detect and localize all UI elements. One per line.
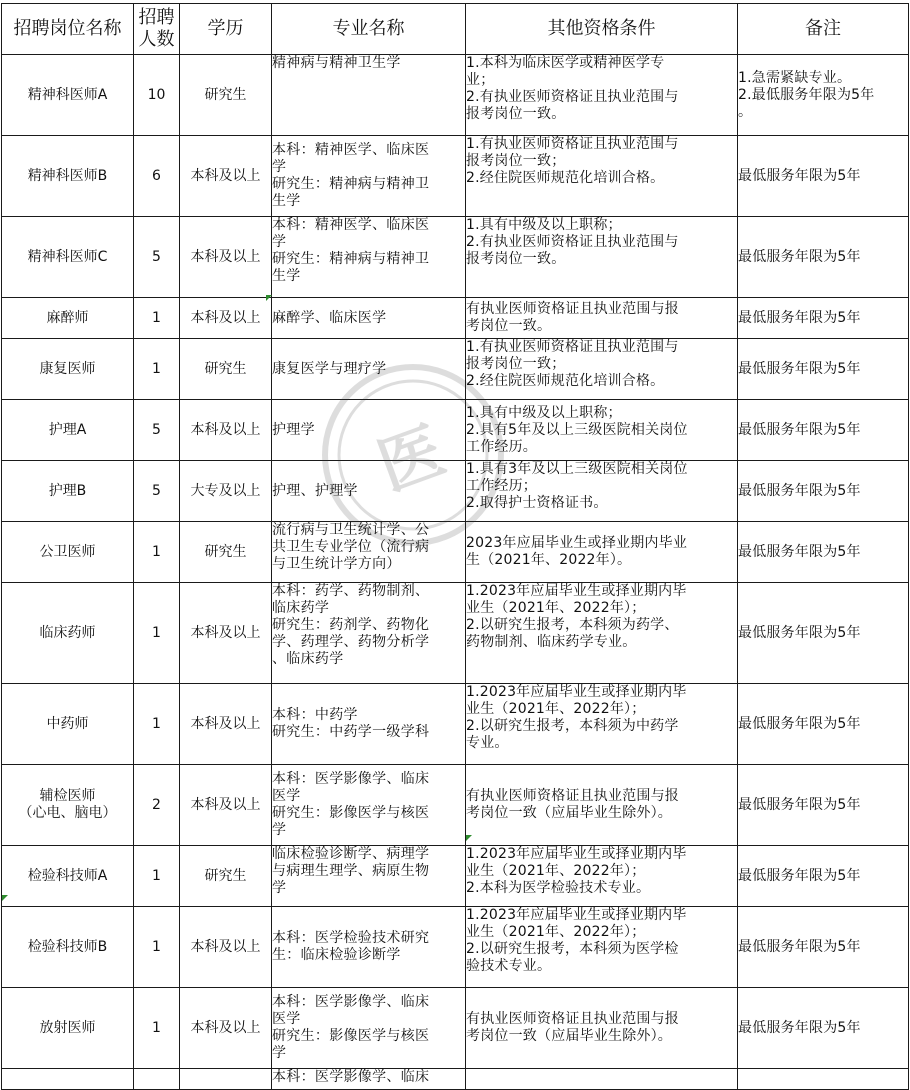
conditions-line: 2.本科为医学检验技术专业。 — [466, 880, 651, 896]
count-cell: 6 — [134, 136, 180, 217]
conditions-line: 2.以研究生报考，本科须为中药学 — [466, 718, 679, 734]
major-cell — [272, 1069, 466, 1090]
major-line: 本科：医学影像学、临床 — [272, 1069, 430, 1085]
major-cell — [272, 298, 466, 339]
conditions-line: 报考岗位一致； — [466, 153, 566, 169]
position-line: 放射医师 — [39, 1019, 96, 1036]
major-line: 共卫生专业学位（流行病 — [272, 539, 430, 555]
position-cell — [2, 846, 134, 907]
major-line: 学、药理学、药物分析学 — [272, 634, 430, 650]
notes-cell — [738, 55, 909, 136]
major-line: 生学 — [272, 268, 301, 284]
conditions-line: 考岗位一致。 — [466, 318, 552, 334]
notes-line: 1.急需紧缺专业。 — [738, 69, 852, 86]
position-cell — [2, 339, 134, 400]
major-line: 临床药学 — [272, 600, 330, 616]
table-row — [2, 461, 909, 522]
conditions-line: 2.有执业医师资格证且执业范围与 — [466, 89, 679, 105]
major-line: 生：临床检验诊断学 — [272, 947, 401, 963]
table-row — [2, 684, 909, 765]
conditions-line: 2.以研究生报考，本科须为医学检 — [466, 941, 679, 957]
position-line: （心电、脑电） — [18, 805, 117, 821]
conditions-line: 1.2023年应届毕业生或择业期内毕 — [466, 846, 687, 862]
notes-cell — [738, 1069, 909, 1090]
notes-cell — [738, 684, 909, 765]
notes-line: 最低服务年限为5年 — [738, 309, 861, 326]
table-body — [2, 55, 909, 1090]
major-line: 本科：精神医学、临床医 — [272, 217, 430, 233]
position-line: 麻醉师 — [46, 309, 89, 326]
conditions-line: 业生（2021年、2022年）； — [466, 863, 646, 879]
header-conditions: 其他资格条件 — [466, 4, 738, 55]
notes-cell — [738, 400, 909, 461]
count-cell: 10 — [134, 55, 180, 136]
major-line: 研究生：药剂学、药物化 — [272, 617, 430, 633]
conditions-cell — [466, 339, 738, 400]
major-line: 本科：药学、药物制剂、 — [272, 583, 430, 599]
count-cell: 1 — [134, 684, 180, 765]
major-cell — [272, 765, 466, 846]
conditions-cell — [466, 217, 738, 298]
count-cell: 5 — [134, 400, 180, 461]
position-line: 辅检医师 — [39, 788, 96, 804]
table-row — [2, 522, 909, 583]
table-row — [2, 907, 909, 988]
major-line: 本科：精神医学、临床医 — [272, 142, 430, 158]
conditions-line: 1.具有中级及以上职称； — [466, 404, 622, 421]
notes-cell — [738, 765, 909, 846]
position-cell — [2, 988, 134, 1069]
table-row — [2, 136, 909, 217]
notes-line: 最低服务年限为5年 — [738, 167, 861, 184]
notes-line: 最低服务年限为5年 — [738, 248, 861, 265]
conditions-line: 业生（2021年、2022年）； — [466, 600, 646, 616]
major-line: 本科：医学影像学、临床 — [272, 994, 430, 1010]
major-line: 研究生：中药学一级学科 — [272, 724, 430, 740]
notes-line: 最低服务年限为5年 — [738, 360, 861, 377]
position-line: 精神科医师B — [27, 167, 108, 184]
position-cell — [2, 684, 134, 765]
major-cell — [272, 846, 466, 907]
major-line: 研究生：影像医学与核医 — [272, 805, 430, 821]
major-cell — [272, 522, 466, 583]
header-notes: 备注 — [738, 4, 909, 55]
major-cell — [272, 136, 466, 217]
position-line: 中药师 — [46, 715, 89, 732]
cell-marker-icon — [2, 895, 8, 901]
position-line: 检验科技师A — [27, 867, 108, 884]
major-line: 与卫生统计学方向） — [272, 556, 401, 572]
education-cell: 本科及以上 — [180, 136, 272, 217]
major-line: 生学 — [272, 193, 301, 209]
conditions-cell — [466, 136, 738, 217]
major-cell — [272, 55, 466, 136]
major-line: 学 — [272, 159, 287, 175]
count-cell — [134, 1069, 180, 1090]
conditions-line: 2.有执业医师资格证且执业范围与 — [466, 234, 679, 250]
education-cell: 本科及以上 — [180, 400, 272, 461]
conditions-line: 1.有执业医师资格证且执业范围与 — [466, 136, 679, 152]
count-cell: 1 — [134, 907, 180, 988]
conditions-line: 1.具有3年及以上三级医院相关岗位 — [466, 461, 688, 477]
count-cell: 1 — [134, 988, 180, 1069]
position-line: 公卫医师 — [39, 543, 96, 560]
conditions-line: 2.以研究生报考，本科须为药学、 — [466, 617, 679, 633]
conditions-cell — [466, 1069, 738, 1090]
major-line: 本科：中药学 — [272, 707, 358, 723]
notes-line: 最低服务年限为5年 — [738, 543, 861, 560]
major-cell — [272, 339, 466, 400]
conditions-cell — [466, 988, 738, 1069]
education-cell: 本科及以上 — [180, 298, 272, 339]
conditions-line: 业生（2021年、2022年）； — [466, 924, 646, 940]
notes-line: 最低服务年限为5年 — [738, 421, 861, 438]
notes-line: 最低服务年限为5年 — [738, 624, 861, 641]
major-cell — [272, 684, 466, 765]
conditions-cell — [466, 907, 738, 988]
conditions-line: 业生（2021年、2022年）； — [466, 701, 646, 717]
notes-line: 最低服务年限为5年 — [738, 1019, 861, 1036]
major-cell — [272, 400, 466, 461]
conditions-cell — [466, 298, 738, 339]
conditions-line: 2.经住院医师规范化培训合格。 — [466, 373, 665, 389]
major-line: 本科：医学检验技术研究 — [272, 930, 430, 946]
table-row — [2, 846, 909, 907]
conditions-line: 考岗位一致（应届毕业生除外）。 — [466, 1028, 672, 1044]
major-line: 精神病与精神卫生学 — [272, 55, 401, 71]
count-cell: 5 — [134, 217, 180, 298]
conditions-line: 1.2023年应届毕业生或择业期内毕 — [466, 907, 687, 923]
major-line: 研究生：影像医学与核医 — [272, 1028, 430, 1044]
conditions-line: 报考岗位一致； — [466, 356, 566, 372]
education-cell: 研究生 — [180, 339, 272, 400]
major-cell — [272, 461, 466, 522]
conditions-line: 2023年应届毕业生或择业期内毕业 — [466, 535, 688, 551]
conditions-cell — [466, 400, 738, 461]
position-cell — [2, 1069, 134, 1090]
notes-cell — [738, 136, 909, 217]
conditions-cell — [466, 522, 738, 583]
position-cell — [2, 583, 134, 684]
position-line: 护理B — [48, 482, 87, 499]
major-line: 、临床药学 — [272, 651, 344, 667]
conditions-line: 报考岗位一致。 — [466, 251, 566, 267]
education-cell: 研究生 — [180, 846, 272, 907]
position-line: 精神科医师A — [27, 86, 108, 103]
position-cell — [2, 136, 134, 217]
table-row — [2, 1069, 909, 1090]
major-line: 护理学 — [272, 421, 315, 438]
major-line: 学 — [272, 880, 287, 896]
major-line: 本科：医学影像学、临床 — [272, 771, 430, 787]
education-cell — [180, 1069, 272, 1090]
position-line: 临床药师 — [39, 624, 96, 641]
notes-cell — [738, 461, 909, 522]
major-line: 研究生：精神病与精神卫 — [272, 176, 430, 192]
header-count-line1: 招聘 — [138, 7, 175, 28]
education-cell: 本科及以上 — [180, 988, 272, 1069]
conditions-line: 药物制剂、临床药学专业。 — [466, 634, 637, 650]
major-line: 流行病与卫生统计学、公 — [272, 522, 430, 538]
position-cell — [2, 522, 134, 583]
notes-cell — [738, 339, 909, 400]
count-cell: 5 — [134, 461, 180, 522]
position-cell — [2, 217, 134, 298]
table-row — [2, 400, 909, 461]
table-row — [2, 339, 909, 400]
conditions-line: 专业。 — [466, 735, 509, 751]
major-line: 研究生：精神病与精神卫 — [272, 251, 430, 267]
education-cell: 研究生 — [180, 55, 272, 136]
major-line: 与病理生理学、病原生物 — [272, 863, 430, 879]
notes-line: 最低服务年限为5年 — [738, 938, 861, 955]
notes-cell — [738, 522, 909, 583]
conditions-cell — [466, 765, 738, 846]
education-cell: 本科及以上 — [180, 217, 272, 298]
notes-line: 最低服务年限为5年 — [738, 715, 861, 732]
table-header-row — [2, 4, 909, 55]
notes-cell — [738, 907, 909, 988]
conditions-line: 工作经历； — [466, 478, 537, 494]
svg-text:医: 医 — [368, 414, 455, 506]
position-cell — [2, 765, 134, 846]
position-cell — [2, 461, 134, 522]
conditions-line: 验技术专业。 — [466, 958, 552, 974]
notes-line: 最低服务年限为5年 — [738, 796, 861, 813]
cell-marker-icon — [466, 835, 472, 841]
notes-line: 。 — [738, 103, 753, 120]
table-row — [2, 217, 909, 298]
conditions-line: 1.具有中级及以上职称； — [466, 217, 622, 233]
table-row — [2, 988, 909, 1069]
education-cell: 大专及以上 — [180, 461, 272, 522]
count-cell: 1 — [134, 522, 180, 583]
position-cell — [2, 55, 134, 136]
conditions-line: 报考岗位一致。 — [466, 106, 566, 122]
conditions-line: 工作经历。 — [466, 438, 537, 455]
conditions-line: 1.本科为临床医学或精神医学专 — [466, 55, 665, 71]
major-cell — [272, 583, 466, 684]
notes-cell — [738, 583, 909, 684]
conditions-cell — [466, 846, 738, 907]
major-line: 医学 — [272, 788, 301, 804]
header-major: 专业名称 — [272, 4, 466, 55]
notes-cell — [738, 217, 909, 298]
major-cell — [272, 988, 466, 1069]
major-line: 麻醉学、临床医学 — [272, 309, 387, 326]
table-row — [2, 298, 909, 339]
count-cell: 1 — [134, 583, 180, 684]
count-cell: 1 — [134, 298, 180, 339]
conditions-line: 1.2023年应届毕业生或择业期内毕 — [466, 684, 687, 700]
education-cell: 研究生 — [180, 522, 272, 583]
conditions-line: 有执业医师资格证且执业范围与报 — [466, 301, 679, 317]
position-cell — [2, 298, 134, 339]
conditions-line: 有执业医师资格证且执业范围与报 — [466, 1011, 679, 1027]
conditions-line: 1.2023年应届毕业生或择业期内毕 — [466, 583, 687, 599]
major-line: 护理、护理学 — [272, 482, 358, 499]
conditions-cell — [466, 583, 738, 684]
notes-cell — [738, 988, 909, 1069]
position-cell — [2, 400, 134, 461]
table-row — [2, 583, 909, 684]
education-cell: 本科及以上 — [180, 765, 272, 846]
count-cell: 1 — [134, 846, 180, 907]
conditions-line: 1.有执业医师资格证且执业范围与 — [466, 339, 679, 355]
header-count — [134, 4, 180, 55]
conditions-cell — [466, 55, 738, 136]
position-cell — [2, 907, 134, 988]
conditions-cell — [466, 461, 738, 522]
major-line: 康复医学与理疗学 — [272, 360, 387, 377]
count-cell: 2 — [134, 765, 180, 846]
conditions-cell — [466, 684, 738, 765]
conditions-line: 2.具有5年及以上三级医院相关岗位 — [466, 421, 688, 438]
notes-line: 最低服务年限为5年 — [738, 482, 861, 499]
conditions-line: 生（2021年、2022年）。 — [466, 552, 632, 568]
conditions-line: 业； — [466, 72, 495, 88]
header-count-line2: 人数 — [138, 29, 175, 50]
position-line: 精神科医师C — [27, 248, 108, 265]
major-cell — [272, 217, 466, 298]
notes-line: 2.最低服务年限为5年 — [738, 86, 875, 103]
notes-cell — [738, 298, 909, 339]
position-line: 护理A — [48, 421, 87, 438]
count-cell: 1 — [134, 339, 180, 400]
cell-marker-icon — [266, 295, 272, 301]
table-row — [2, 55, 909, 136]
major-line: 临床检验诊断学、病理学 — [272, 846, 430, 862]
conditions-line: 有执业医师资格证且执业范围与报 — [466, 788, 679, 804]
major-line: 学 — [272, 822, 287, 838]
education-cell: 本科及以上 — [180, 583, 272, 684]
major-line: 学 — [272, 234, 287, 250]
conditions-line: 2.取得护士资格证书。 — [466, 495, 608, 511]
conditions-line: 2.经住院医师规范化培训合格。 — [466, 170, 665, 186]
major-line: 学 — [272, 1045, 287, 1061]
header-position: 招聘岗位名称 — [2, 4, 134, 55]
major-cell — [272, 907, 466, 988]
position-line: 康复医师 — [39, 360, 96, 377]
position-line: 检验科技师B — [27, 938, 108, 955]
table-row — [2, 765, 909, 846]
education-cell: 本科及以上 — [180, 684, 272, 765]
header-education: 学历 — [180, 4, 272, 55]
notes-cell — [738, 846, 909, 907]
major-line: 医学 — [272, 1011, 301, 1027]
conditions-line: 考岗位一致（应届毕业生除外）。 — [466, 805, 672, 821]
notes-line: 最低服务年限为5年 — [738, 867, 861, 884]
education-cell: 本科及以上 — [180, 907, 272, 988]
recruitment-table — [1, 3, 909, 1090]
